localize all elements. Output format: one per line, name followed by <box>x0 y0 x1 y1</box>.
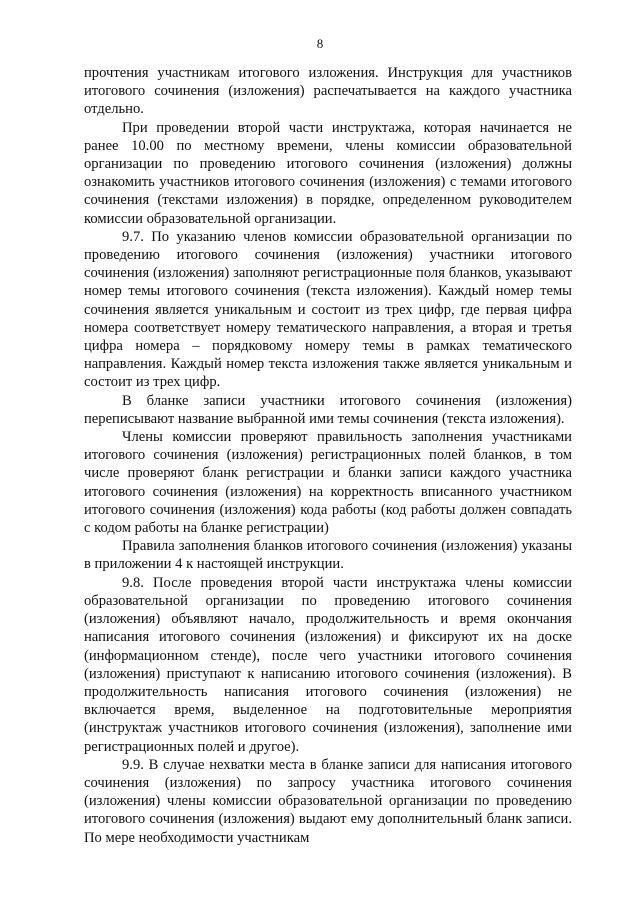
paragraph-9-9: 9.9. В случае нехватки места в бланке записи для написания итогового сочинения (изложения) по запросу участника итогового сочинения (изложения) члены комиссии образовательной организации по проведению итогового сочинения (изложения) выдают ему дополнительный бланк записи. По мере необходимости участникам <box>84 756 572 846</box>
paragraph-check-fields: Члены комиссии проверяют правильность заполнения участниками итогового сочинения (изложения) регистрационных полей бланков, в том числе проверяют бланк регистрации и бланки записи каждого участника итогового сочинения (изложения) на корректность вписанного участником итогового сочинения (изложения) кода работы (код работы должен совпадать с кодом работы на бланке регистрации) <box>84 429 572 537</box>
paragraph-continuation: прочтения участникам итогового изложения. Инструкция для участников итогового сочинения (изложения) распечатывается на каждого участника отдельно. <box>84 65 572 118</box>
paragraph-9-7: 9.7. По указанию членов комиссии образовательной организации по проведению итогового сочинения (изложения) участники итогового сочинения (изложения) заполняют регистрационные поля бланков, указывают номер темы итогового сочинения (текста изложения). Каждый номер темы сочинения является уникальным и состоит из трех цифр, где первая цифра номера соответствует номеру тематического направления, а вторая и третья цифра номера – порядковому номеру темы в рамках тематического направления. Каждый номер текста изложения также является уникальным и состоит из трех цифр. <box>84 228 572 391</box>
paragraph-second-briefing: При проведении второй части инструктажа, которая начинается не ранее 10.00 по местному времени, члены комиссии образовательной организации по проведению итогового сочинения (изложения) должны ознакомить участников итогового сочинения (изложения) с темами итогового сочинения (текстами изложения) в порядке, определенном руководителем комиссии образовательной организации. <box>84 119 572 227</box>
page-number: 8 <box>316 36 324 51</box>
paragraph-fill-rules: Правила заполнения бланков итогового сочинения (изложения) указаны в приложении 4 к настоящей инструкции. <box>84 538 572 573</box>
paragraph-topic-title: В бланке записи участники итогового сочинения (изложения) переписывают название выбранной ими темы сочинения (текста изложения). <box>84 392 572 427</box>
paragraph-9-8: 9.8. После проведения второй части инструктажа члены комиссии образовательной организации по проведению итогового сочинения (изложения) объявляют начало, продолжительность и время окончания написания итогового сочинения (изложения) и фиксируют их на доске (информационном стенде), после чего участники итогового сочинения (изложения) приступают к написанию итогового сочинения (изложения). В продолжительность написания итогового сочинения (изложения) не включается время, выделенное на подготовительные мероприятия (инструктаж участников итогового сочинения (изложения), заполнение ими регистрационных полей и другое). <box>84 574 572 755</box>
document-body <box>84 64 572 847</box>
